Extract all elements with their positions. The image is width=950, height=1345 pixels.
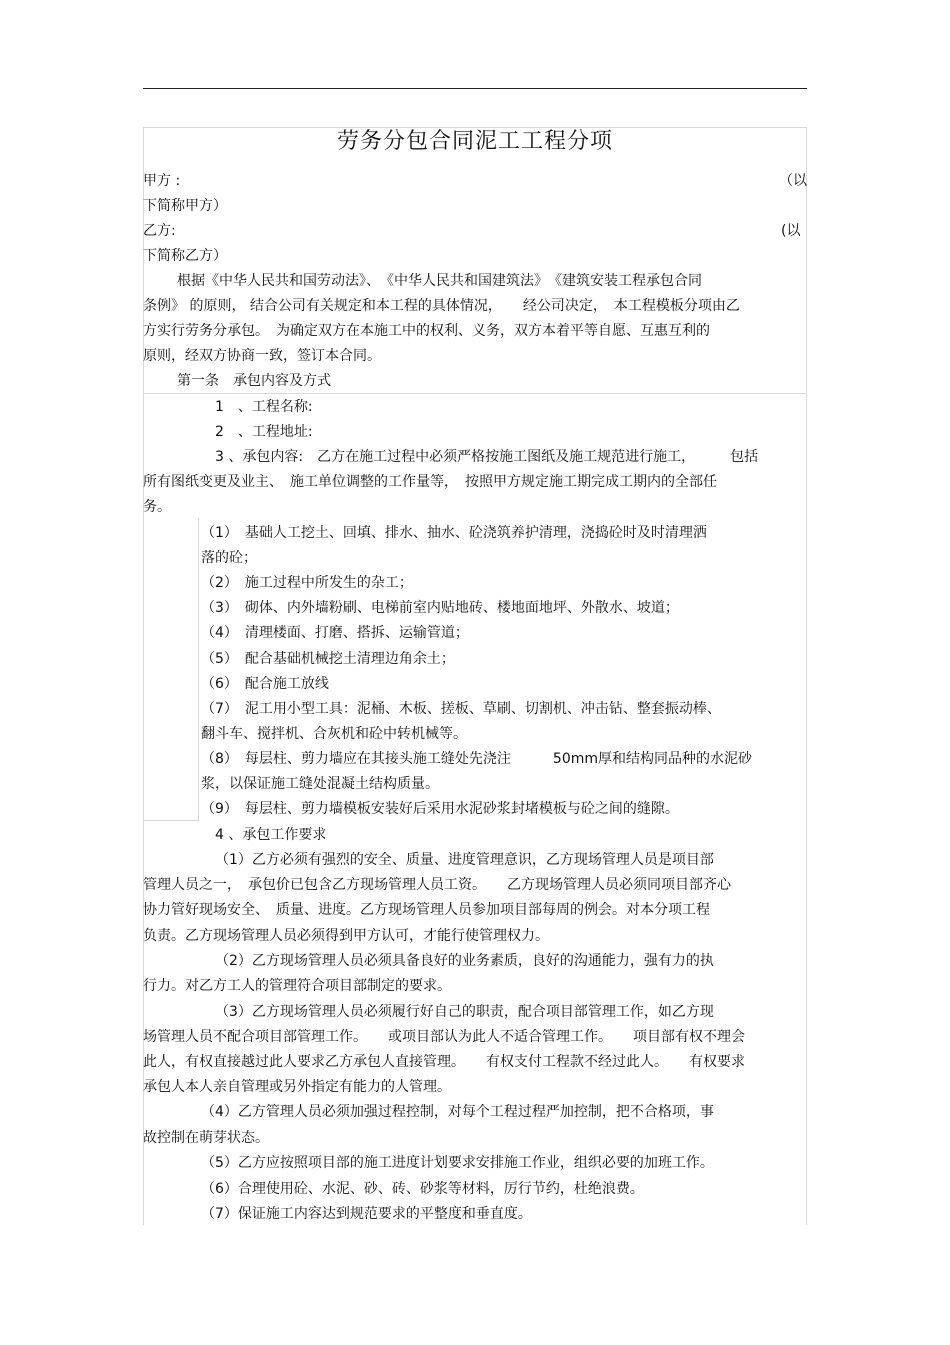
sub-item-line: （2） 施工过程中所发生的杂工；: [201, 575, 413, 591]
frame-border-right: [806, 127, 807, 1225]
requirement-line: 场管理人员不配合项目部管理工作。 或项目部认为此人不适合管理工作。 项目部有权不理会: [143, 1029, 745, 1045]
sub-item-line: （8） 每层柱、剪力墙应在其接头施工缝处先浇注 50mm厚和结构同品种的水泥砂: [201, 751, 752, 767]
item-project-name: 1 、工程名称:: [215, 399, 313, 415]
sub-item-line: 翻斗车、搅拌机、合灰机和砼中转机械等。: [201, 726, 467, 742]
sub-item-line: 落的砼；: [201, 550, 257, 566]
party-b-label: 乙方:: [143, 223, 176, 239]
intro-line: 条例》 的原则， 结合公司有关规定和本工程的具体情况， 经公司决定， 本工程模板分项由乙: [143, 298, 740, 314]
party-b-note: (以: [781, 223, 801, 239]
requirement-line: （6）合理使用砼、水泥、砂、砖、砂浆等材料，厉行节约，杜绝浪费。: [201, 1181, 644, 1197]
subitems-box-left: [198, 518, 199, 820]
requirement-line: （4）乙方管理人员必须加强过程控制，对每个工程过程严加控制，把不合格项，事: [201, 1104, 714, 1120]
requirement-line: 行力。对乙方工人的管理符合项目部制定的要求。: [143, 978, 451, 994]
party-a-label: 甲方 :: [143, 173, 181, 189]
item-requirements: 4 、承包工作要求: [215, 827, 327, 843]
header-rule: [143, 88, 807, 89]
item-project-address: 2 、工程地址:: [215, 424, 313, 440]
party-b-cont: 下简称乙方）: [143, 248, 227, 264]
item-scope-line: 3 、承包内容: 乙方在施工过程中必须严格按施工图纸及施工规范进行施工， 包括: [215, 449, 759, 465]
party-a-cont: 下简称甲方）: [143, 198, 227, 214]
intro-line: 原则，经双方协商一致，签订本合同。: [143, 348, 381, 364]
requirement-line: （1）乙方必须有强烈的安全、质量、进度管理意识，乙方现场管理人员是项目部: [215, 852, 714, 868]
sub-item-line: （9） 每层柱、剪力墙模板安装好后采用水泥砂浆封堵模板与砼之间的缝隙。: [201, 801, 679, 817]
requirement-line: 此人，有权直接越过此人要求乙方承包人直接管理。 有权支付工程款不经过此人。 有权要求: [143, 1054, 745, 1070]
section-rule: [143, 393, 807, 394]
sub-item-line: （3） 砌体、内外墙粉刷、电梯前室内贴地砖、楼地面地坪、外散水、坡道；: [201, 600, 679, 616]
sub-item-line: （1） 基础人工挖土、回填、排水、抽水、砼浇筑养护清理，浇捣砼时及时清理洒: [201, 525, 707, 541]
subitems-box-bottom: [143, 820, 199, 821]
requirement-line: 负责。乙方现场管理人员必须得到甲方认可，才能行使管理权力。: [143, 928, 549, 944]
sub-item-line: （4） 清理楼面、打磨、搭拆、运输管道；: [201, 625, 469, 641]
requirement-line: （5）乙方应按照项目部的施工进度计划要求安排施工作业，组织必要的加班工作。: [201, 1155, 714, 1171]
sub-item-line: 浆，以保证施工缝处混凝土结构质量。: [201, 776, 439, 792]
requirement-line: （3）乙方现场管理人员必须履行好自己的职责，配合项目部管理工作，如乙方现: [215, 1004, 714, 1020]
item-scope-line: 所有图纸变更及业主、 施工单位调整的工作量等， 按照甲方规定施工期完成工期内的全部任: [143, 474, 717, 490]
sub-item-line: （7） 泥工用小型工具：泥桶、木板、搓板、草刷、切割机、冲击钻、整套振动棒、: [201, 701, 721, 717]
sub-item-line: （6） 配合施工放线: [201, 676, 329, 692]
article-heading: 第一条 承包内容及方式: [177, 373, 331, 389]
intro-line: 根据《中华人民共和国劳动法》、 《中华人民共和国建筑法》 《建筑安装工程承包合同: [177, 273, 702, 289]
requirement-line: 承包人本人亲自管理或另外指定有能力的人管理。: [143, 1079, 451, 1095]
item-scope-line: 务。: [143, 499, 171, 515]
requirement-line: （7）保证施工内容达到规范要求的平整度和垂直度。: [201, 1206, 532, 1222]
intro-line: 方实行劳务分承包。 为确定双方在本施工中的权利、义务，双方本着平等自愿、互惠互利的: [143, 323, 710, 339]
document-title: 劳务分包合同泥工工程分项: [336, 129, 613, 154]
requirement-line: 管理人员之一， 承包价已包含乙方现场管理人员工资。 乙方现场管理人员必须同项目部齐心: [143, 877, 731, 893]
requirement-line: 故控制在萌芽状态。: [143, 1130, 269, 1146]
party-a-note: （以: [779, 173, 807, 189]
requirement-line: 协力管好现场安全、 质量、进度。乙方现场管理人员参加项目部每周的例会。对本分项工程: [143, 902, 710, 918]
requirement-line: （2）乙方现场管理人员必须具备良好的业务素质，良好的沟通能力，强有力的执: [215, 953, 714, 969]
sub-item-line: （5） 配合基础机械挖土清理边角余土；: [201, 651, 455, 667]
